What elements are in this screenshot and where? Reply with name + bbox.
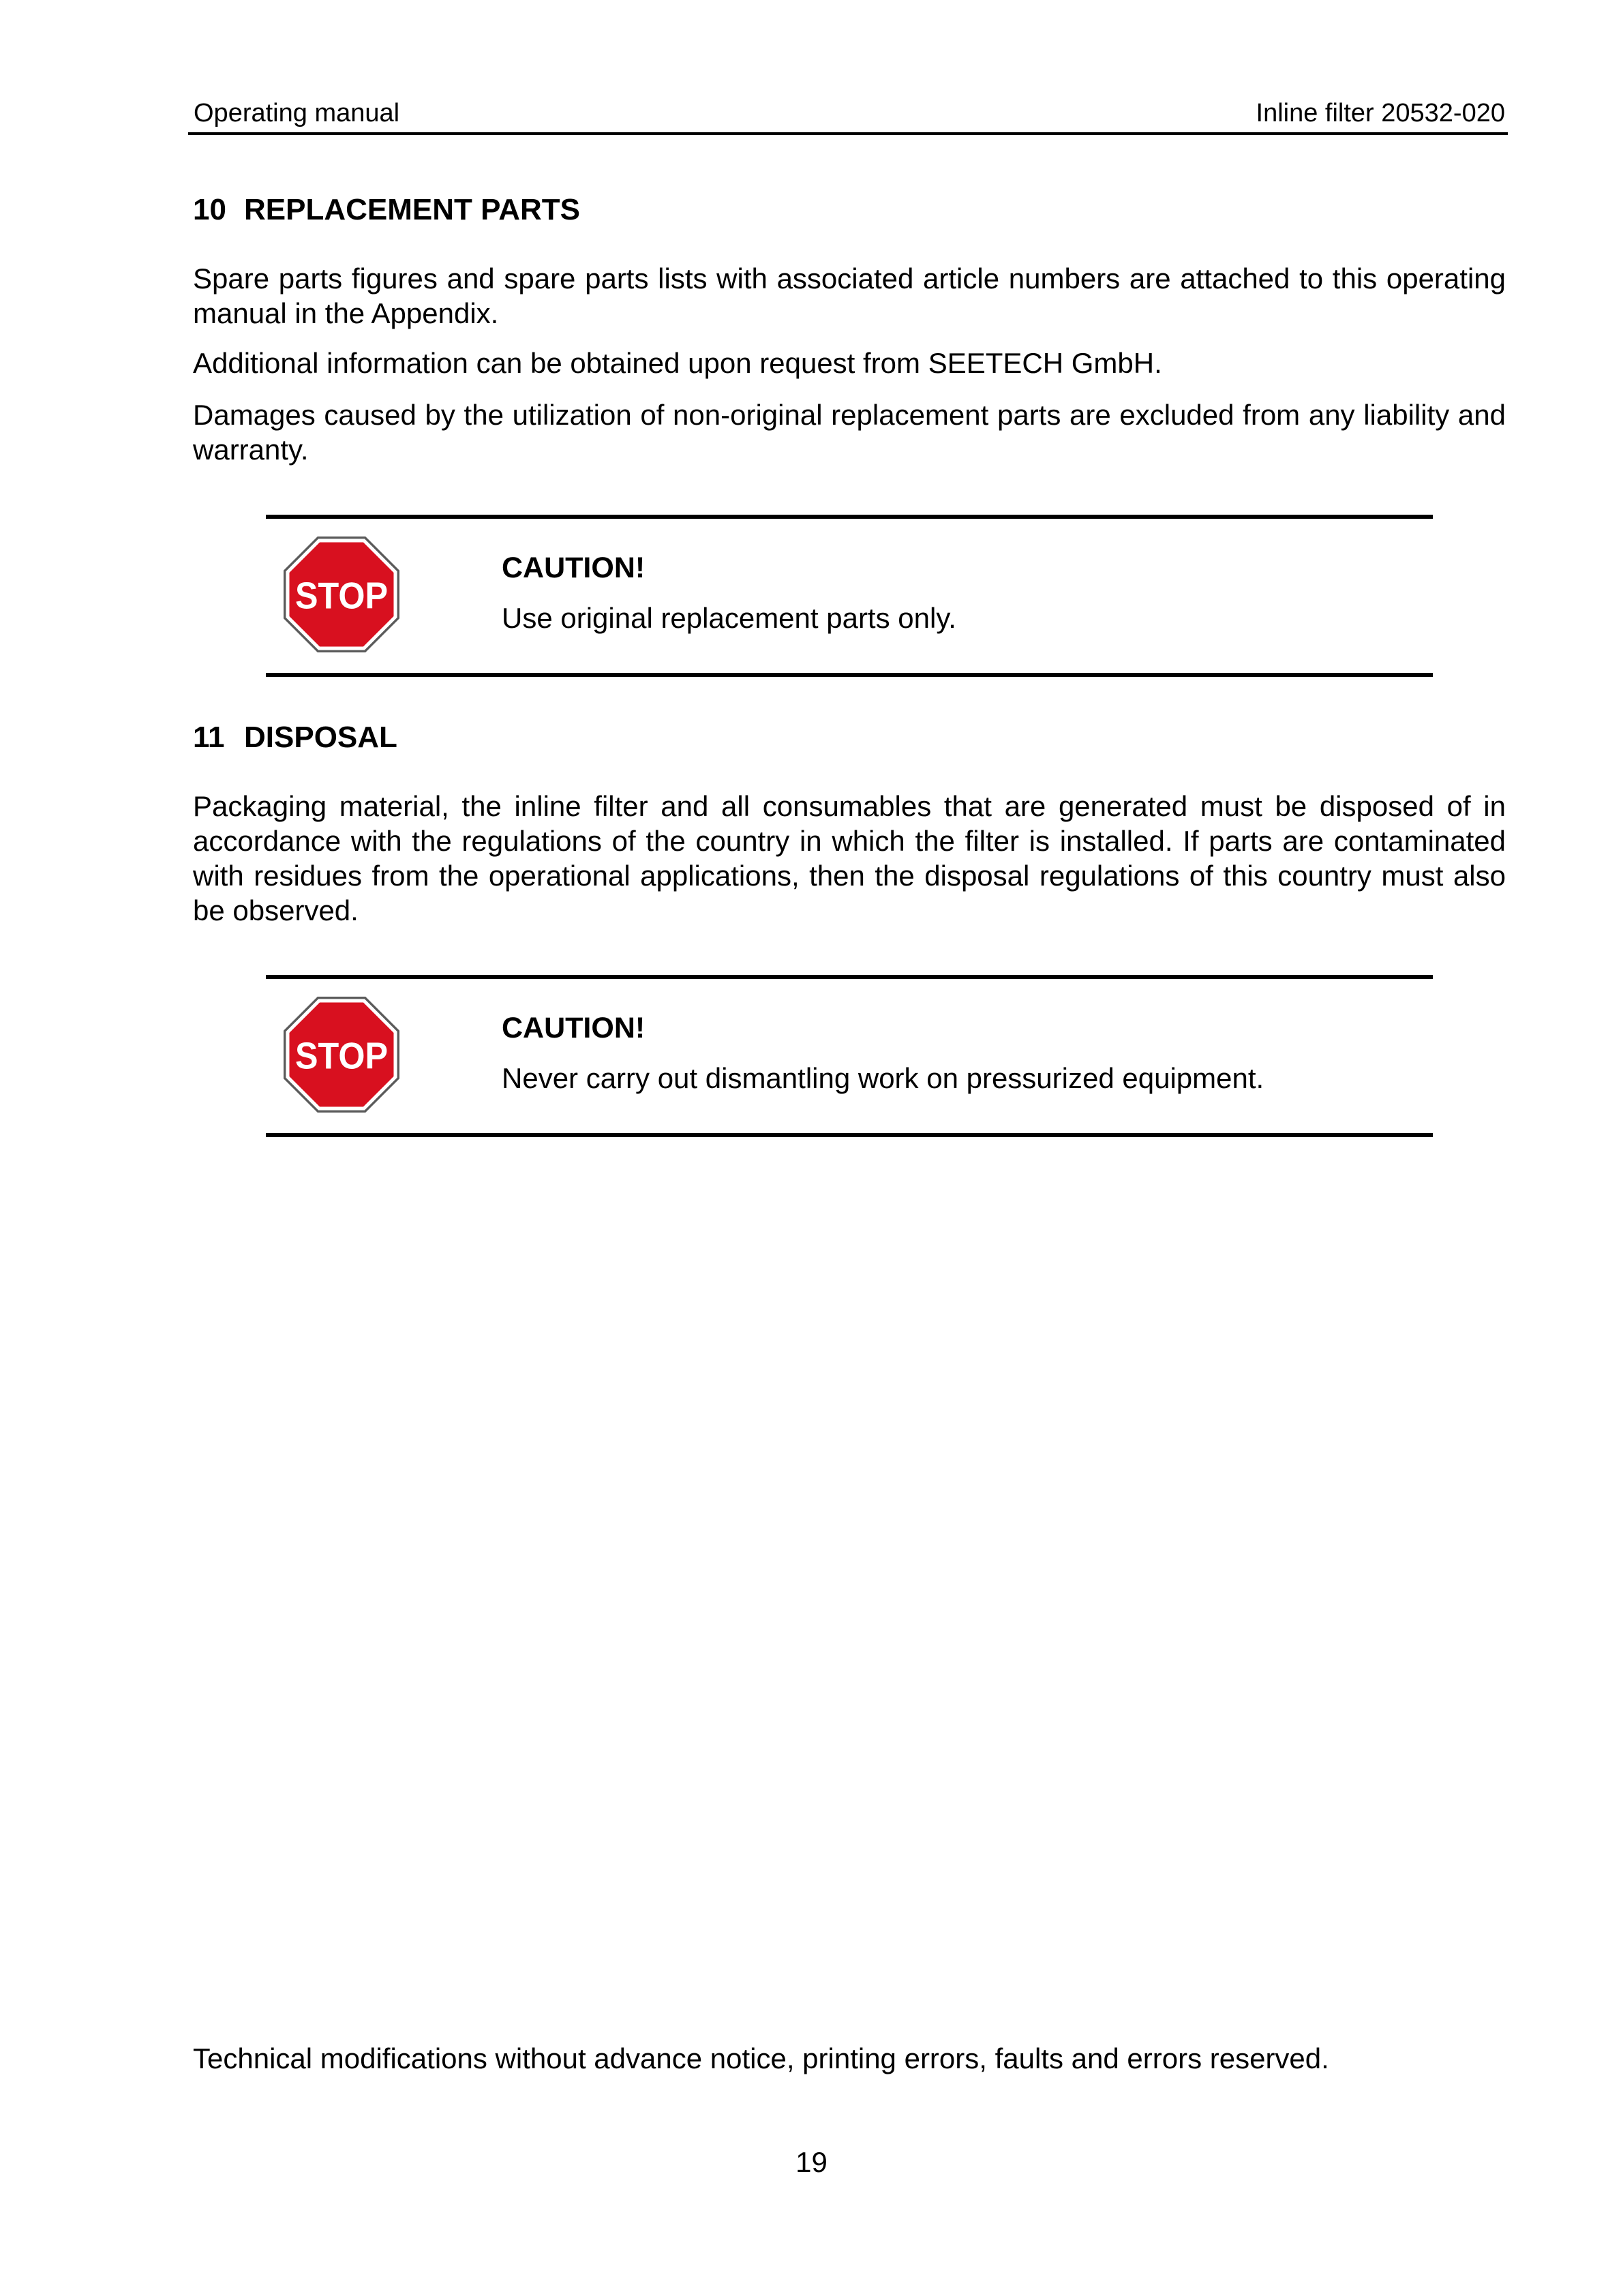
section-number: 11 xyxy=(193,721,225,754)
page-number: 19 xyxy=(795,2146,828,2178)
caution-text: Never carry out dismantling work on pressurized equipment. xyxy=(502,1062,1264,1094)
section-heading-replacement-parts xyxy=(193,193,580,227)
section-title: REPLACEMENT PARTS xyxy=(244,193,580,226)
caution-box-replacement-parts xyxy=(266,515,1433,677)
header-product-name: Inline filter 20532-020 xyxy=(1256,99,1505,127)
caution-text: Use original replacement parts only. xyxy=(502,602,956,634)
paragraph-additional-info: Additional information can be obtained upon request from SEETECH GmbH. xyxy=(193,347,1162,379)
header-document-type: Operating manual xyxy=(194,99,400,127)
paragraph-damages: Damages caused by the utilization of non-original replacement parts are excluded from any liability and warranty. xyxy=(193,399,1506,466)
caution-title: CAUTION! xyxy=(502,1012,646,1044)
page-header xyxy=(188,95,1508,135)
stop-sign-icon xyxy=(284,997,399,1113)
paragraph-disposal: Packaging material, the inline filter and all consumables that are generated must be disposed of in accordance with the regulations of the country in which the filter is installed. If parts are contaminated with residues from the operational applications, then the disposal regulations of this country must also be observed. xyxy=(193,790,1506,926)
section-number: 10 xyxy=(193,193,226,226)
stop-sign-text: STOP xyxy=(295,1035,388,1077)
section-title: DISPOSAL xyxy=(244,721,397,754)
caution-box-disposal xyxy=(266,975,1433,1137)
section-heading-disposal xyxy=(193,721,397,755)
footer-disclaimer: Technical modifications without advance notice, printing errors, faults and errors reserved. xyxy=(193,2042,1329,2074)
stop-sign-icon xyxy=(284,537,399,652)
paragraph-spare-parts: Spare parts figures and spare parts lists with associated article numbers are attached to this operating manual in the Appendix. xyxy=(193,262,1506,329)
caution-title: CAUTION! xyxy=(502,552,646,584)
stop-sign-text: STOP xyxy=(295,575,388,617)
